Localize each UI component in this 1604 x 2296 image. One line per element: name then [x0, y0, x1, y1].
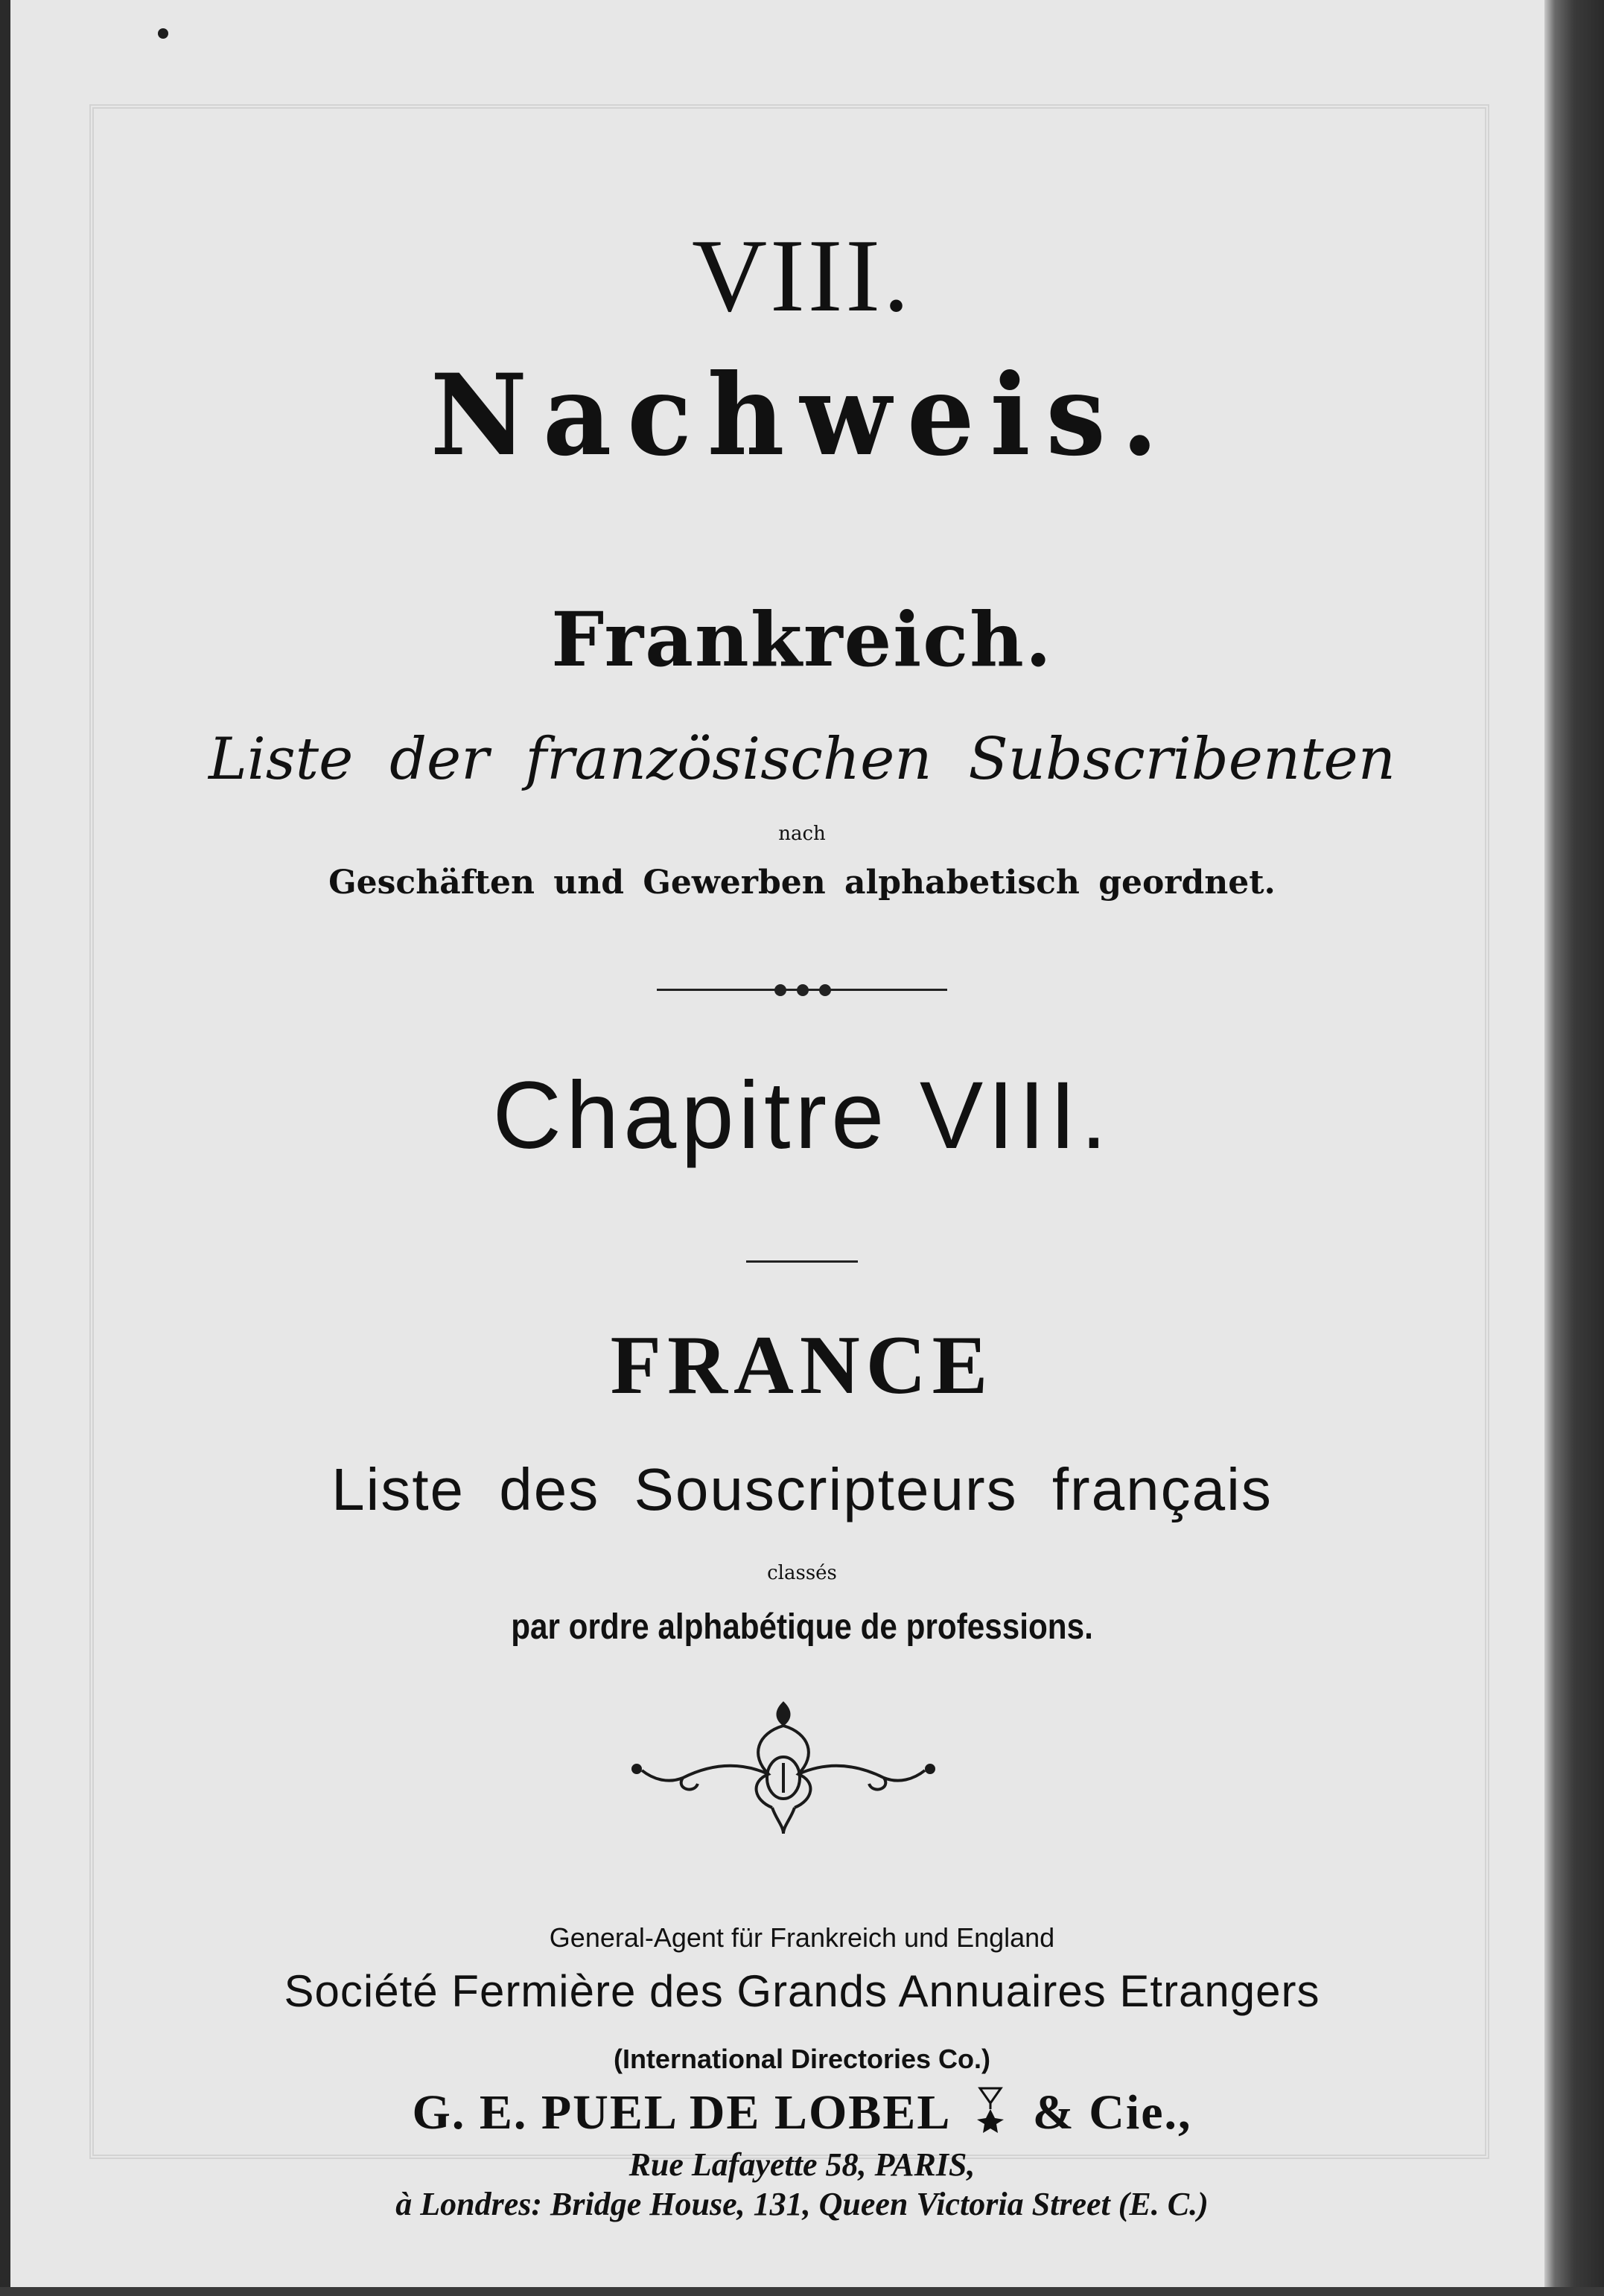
german-nach: nach: [778, 823, 826, 845]
punch-hole: [158, 28, 168, 39]
divider-dot: [819, 984, 831, 996]
french-classes: classés: [767, 1562, 837, 1584]
publisher-suffix: & Cie.,: [1032, 2085, 1192, 2140]
publisher-name: G. E. PUEL DE LOBEL: [412, 2085, 949, 2140]
short-rule: [746, 1260, 858, 1263]
company-name: Société Fermière des Grands Annuaires Etrangers: [284, 1966, 1320, 2016]
german-list-title: Liste der französischen Subscribenten: [209, 726, 1395, 793]
french-list-title: Liste des Souscripteurs français: [331, 1456, 1273, 1522]
london-address: à Londres: Bridge House, 131, Queen Victoria Street (E. C.): [395, 2186, 1209, 2222]
divider-dot: [774, 984, 786, 996]
paris-address: Rue Lafayette 58, PARIS,: [628, 2146, 976, 2183]
german-country: Frankreich.: [551, 596, 1053, 683]
chapter-heading: Chapitre VIII.: [492, 1062, 1112, 1169]
french-order-line: par ordre alphabétique de professions.: [511, 1607, 1093, 1647]
country-heading: FRANCE: [610, 1319, 994, 1412]
roman-numeral-title: VIII.: [692, 218, 912, 334]
scroll-flourish-ornament-icon: [623, 1696, 943, 1837]
scan-edge-bottom: [0, 2287, 1604, 2296]
publisher-name-line: [0, 2085, 1604, 2141]
divider-dot: [797, 984, 809, 996]
general-agent-line: General-Agent für Frankreich und England: [549, 1922, 1055, 1953]
company-english-name: (International Directories Co.): [613, 2044, 991, 2074]
german-title: Nachweis.: [430, 350, 1174, 481]
german-order-line: Geschäften und Gewerben alphabetisch geordnet.: [328, 864, 1276, 902]
order-medal-icon: [976, 2087, 1005, 2136]
